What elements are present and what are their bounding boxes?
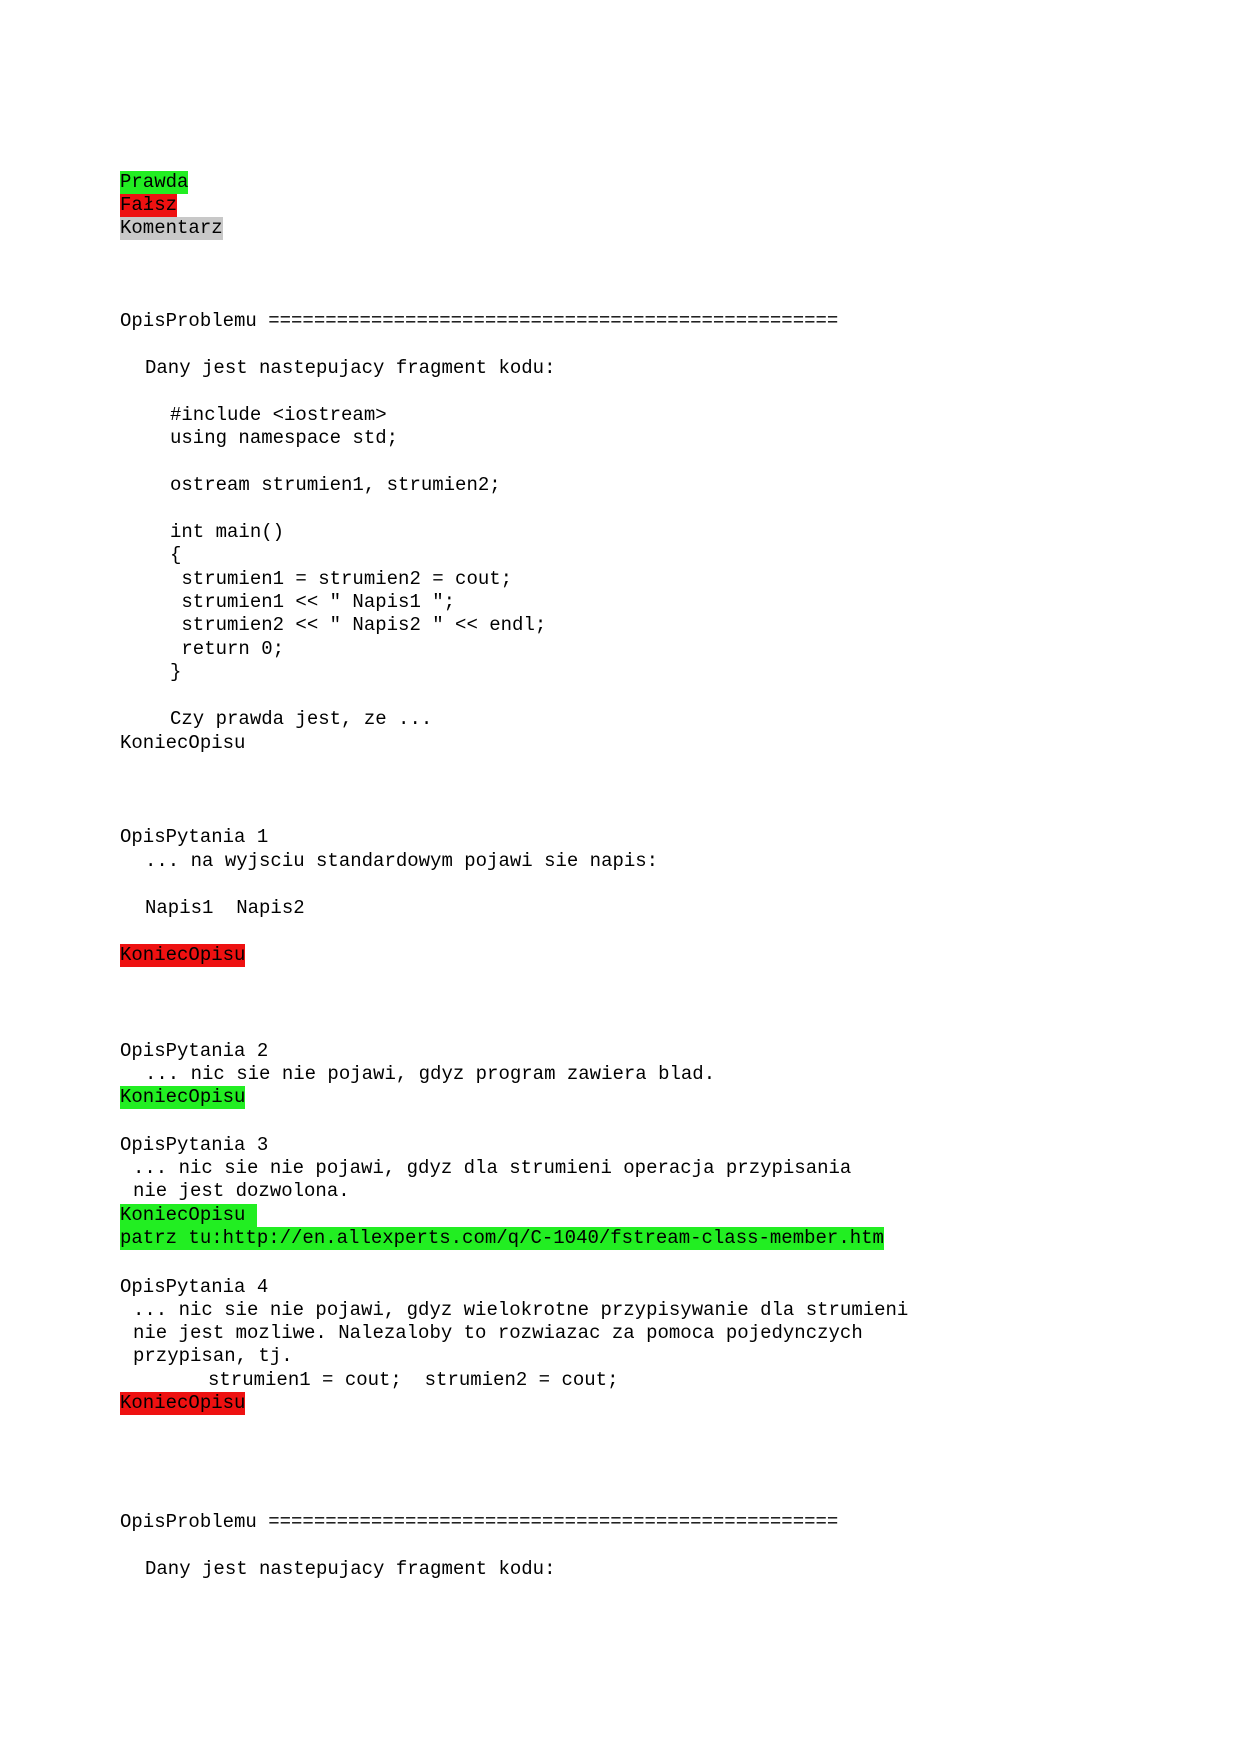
question-header: OpisPytania 2 xyxy=(120,1040,269,1062)
question-text: nie jest dozwolona. xyxy=(133,1180,350,1202)
code-line: strumien1 << " Napis1 "; xyxy=(170,591,456,613)
question-text: ... nic sie nie pojawi, gdyz dla strumieni operacja przypisania xyxy=(133,1157,852,1179)
question-text: ... nic sie nie pojawi, gdyz wielokrotne przypisywanie dla strumieni xyxy=(133,1299,909,1321)
question-header: OpisPytania 4 xyxy=(120,1276,269,1298)
question-end-false: KoniecOpisu xyxy=(120,1392,246,1414)
question-header: OpisPytania 1 xyxy=(120,826,269,848)
code-line: strumien1 = strumien2 = cout; xyxy=(170,568,513,590)
question-text: przypisan, tj. xyxy=(133,1345,293,1367)
question-end-true: KoniecOpisu xyxy=(120,1086,246,1108)
problem-intro: Dany jest nastepujacy fragment kodu: xyxy=(145,357,556,379)
problem-header: OpisProblemu ================================================== xyxy=(120,1511,839,1533)
reference-note: patrz tu:http://en.allexperts.com/q/C-1040/fstream-class-member.htm xyxy=(120,1227,884,1249)
question-text: Napis1 Napis2 xyxy=(145,897,305,919)
code-line: #include <iostream> xyxy=(170,404,387,426)
code-line: { xyxy=(170,544,182,566)
question-text: ... nic sie nie pojawi, gdyz program zawiera blad. xyxy=(145,1063,716,1085)
problem-end: KoniecOpisu xyxy=(120,732,246,754)
legend-true: Prawda xyxy=(120,171,189,193)
code-line: return 0; xyxy=(170,638,285,660)
question-text: nie jest mozliwe. Nalezaloby to rozwiazac za pomoca pojedynczych xyxy=(133,1322,863,1344)
code-line: int main() xyxy=(170,521,285,543)
problem-intro: Dany jest nastepujacy fragment kodu: xyxy=(145,1558,556,1580)
question-end-false: KoniecOpisu xyxy=(120,944,246,966)
question-text: strumien1 = cout; strumien2 = cout; xyxy=(208,1369,619,1391)
problem-header: OpisProblemu ================================================== xyxy=(120,310,839,332)
code-line: strumien2 << " Napis2 " << endl; xyxy=(170,614,547,636)
question-end-true: KoniecOpisu xyxy=(120,1204,257,1226)
code-line: using namespace std; xyxy=(170,427,399,449)
problem-question: Czy prawda jest, ze ... xyxy=(170,708,433,730)
legend-false: Fałsz xyxy=(120,194,178,216)
code-line: ostream strumien1, strumien2; xyxy=(170,474,501,496)
question-header: OpisPytania 3 xyxy=(120,1134,269,1156)
legend-comment: Komentarz xyxy=(120,217,223,239)
code-line: } xyxy=(170,661,182,683)
question-text: ... na wyjsciu standardowym pojawi sie napis: xyxy=(145,850,659,872)
